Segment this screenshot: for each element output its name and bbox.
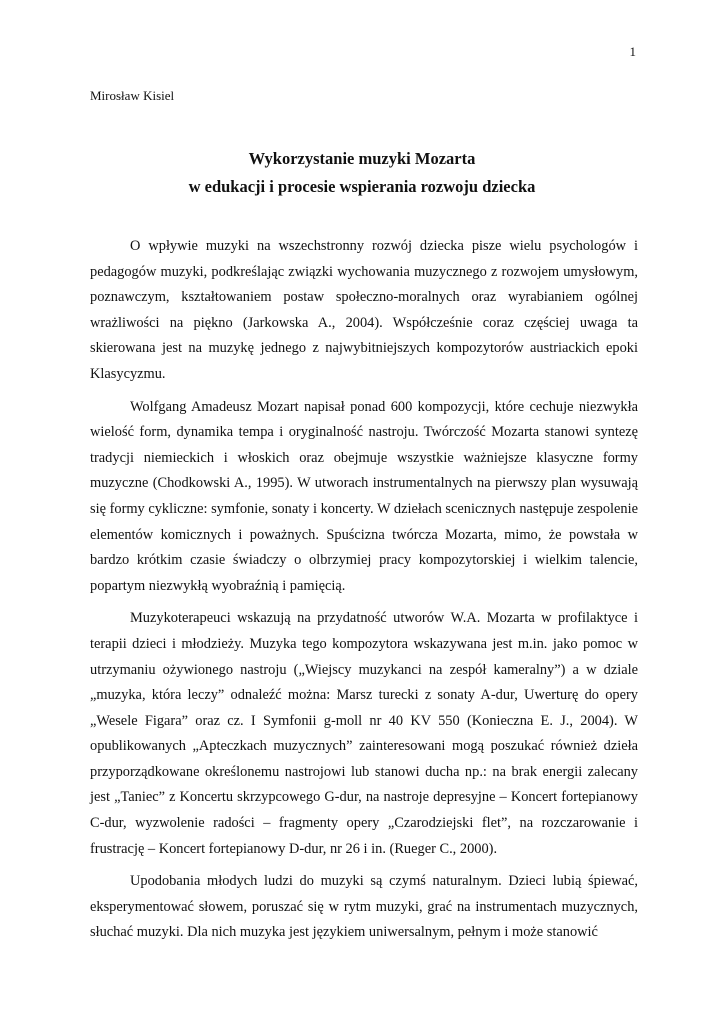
document-title	[0, 145, 724, 201]
paragraph-4: Upodobania młodych ludzi do muzyki są czymś naturalnym. Dzieci lubią śpiewać, eksperymentować słowem, poruszać się w rytm muzyki, grać na instrumentach muzycznych, słuchać muzyki. Dla nich muzyka jest językiem uniwersalnym, pełnym i może stanowić	[90, 873, 638, 941]
paragraph-3: Muzykoterapeuci wskazują na przydatność utworów W.A. Mozarta w profilaktyce i terapii dzieci i młodzieży. Muzyka tego kompozytora wskazywana jest m.in. jako pomoc w utrzymaniu ożywionego nastroju („Wiejscy muzykanci na zespół kameralny”) a w dziale „muzyka, która leczy” odnaleźć można: Marsz turecki z sonaty A-dur, Uwerturę do opery „Wesele Figara” oraz cz. I Symfonii g-moll nr 40 KV 550 (Konieczna E. J., 2004). W opublikowanych „Apteczkach muzycznych” zainteresowani mogą poszukać również dzieła przyporządkowane określonemu nastrojowi lub stanowi ducha np.: na brak energii zalecany jest „Taniec” z Koncertu skrzypcowego G-dur, na nastroje depresyjne – Koncert fortepianowy C-dur, wyzwolenie radości – fragmenty opery „Czarodziejski flet”, na rozczarowanie i frustrację – Koncert fortepianowy D-dur, nr 26 i in. (Rueger C., 2000).	[90, 610, 638, 857]
author-name: Mirosław Kisiel	[90, 88, 175, 103]
title-line-1: Wykorzystanie muzyki Mozarta	[248, 149, 476, 168]
page-number: 1	[629, 44, 636, 59]
paragraph-2: Wolfgang Amadeusz Mozart napisał ponad 600 kompozycji, które cechuje niezwykła wielość form, dynamika tempa i oryginalność nastroju. Twórczość Mozarta stanowi syntezę tradycji niemieckich i włoskich oraz obejmuje wszystkie ważniejsze klasyczne formy muzyczne (Chodkowski A., 1995). W utworach instrumentalnych na pierwszy plan wysuwają się formy cykliczne: symfonie, sonaty i koncerty. W dziełach scenicznych następuje zespolenie elementów komicznych i poważnych. Spuścizna twórcza Mozarta, mimo, że powstała w bardzo krótkim czasie świadczy o olbrzymiej pracy kompozytorskiej i wielkim talencie, popartym niezwykłą wyobraźnią i pamięcią.	[90, 398, 638, 594]
paragraph-1: O wpływie muzyki na wszechstronny rozwój dziecka pisze wielu psychologów i pedagogów muzyki, podkreślając związki wychowania muzycznego z rozwojem umysłowym, poznawczym, kształtowaniem postaw społeczno-moralnych oraz wyrabianiem ogólnej wrażliwości na piękno (Jarkowska A., 2004). Współcześnie coraz częściej uwaga ta skierowana jest na muzykę jednego z najwybitniejszych kompozytorów austriackich epoki Klasycyzmu.	[90, 238, 638, 382]
body-text	[90, 234, 638, 953]
title-line-2: w edukacji i procesie wspierania rozwoju dziecka	[188, 177, 536, 196]
